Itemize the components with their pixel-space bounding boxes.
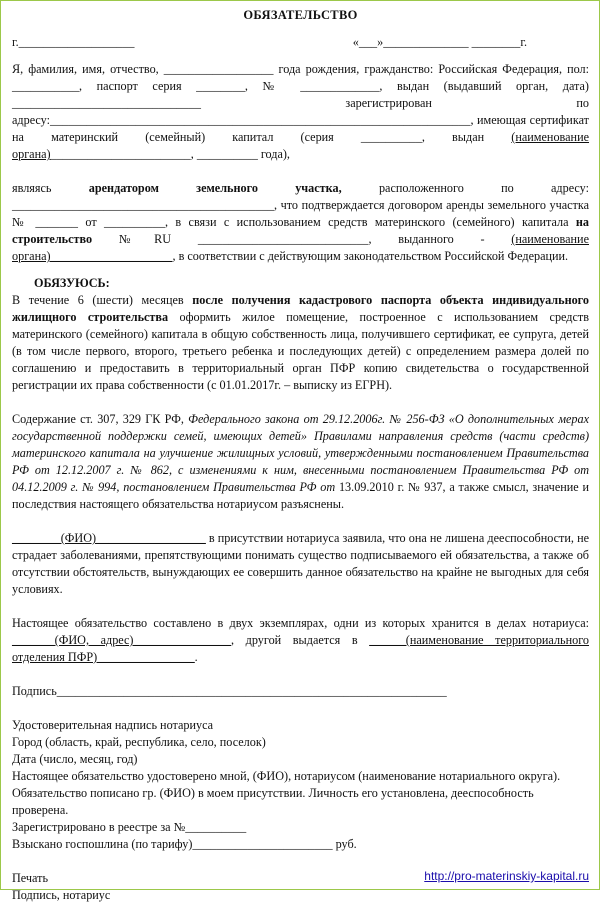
- notary-block: [12, 717, 589, 853]
- stamp-label: Печать: [12, 871, 49, 885]
- obligation-paragraph: ОБЯЗУЮСЬ: В течение 6 (шести) месяцев после получения кадастрового паспорта объекта индивидуального жилищного строительства оформить жилое помещение, построенное с использованием средств материнского (семейного) капитала в общую собственность лица, получившего сертификат, ее супруга, детей (в том числе первого, второго, третьего ребенка и последующих детей) с определением размера долей по соглашению и предоставить в территориальный орган ПФР копию свидетельства о государственной регистрации их права собственности (с 01.01.2017г. – выписку из ЕГРН).: [12, 276, 590, 392]
- pfr-office-placeholder: ______(наименование территориального отделения ПФР)________________: [12, 633, 589, 664]
- identity-paragraph: Я, фамилия, имя, отчество, __________________ года рождения, гражданство: Российская Федерация, пол: ___________, паспорт серия ________, № _____________, выдан (выдавший орган, дата) _______________________________ зарегистрирован по адресу:_____________________________________________________________________, имеющая сертификат на материнский (семейный) капитал (серия __________, выдан (наименование органа)_______________________, __________ года),: [12, 62, 590, 161]
- notary-line: Настоящее обязательство удостоверено мной, (ФИО), нотариусом (наименование нотариального округа).: [12, 769, 561, 783]
- copies-paragraph: Настоящее обязательство составлено в двух экземплярах, одни из которых хранится в делах нотариуса: _______(ФИО, адрес)________________, другой выдается в ______(наименование территориального отделения ПФР)________________.: [12, 616, 589, 664]
- notary-line: Зарегистрировано в реестре за №__________: [12, 820, 247, 834]
- source-link[interactable]: http://pro-materinskiy-kapital.ru: [424, 869, 589, 883]
- date-field: «___»______________ ________г.: [352, 35, 527, 49]
- footer: [424, 868, 589, 885]
- place-date-row: [12, 34, 589, 51]
- tenant-paragraph: являясь арендатором земельного участка, расположенного по адресу: ___________________________________________, что подтверждается договором аренды земельного участка № _______ от __________, в связи с использованием средств материнского (семейного) капитала на строительство №RU ____________________________, выданного - (наименование органа)____________________, в соответствии с действующим законодательством Российской Федерации.: [12, 181, 589, 263]
- fio-address-placeholder: _______(ФИО, адрес)________________: [12, 633, 231, 647]
- notary-line: Удостоверительная надпись нотариуса: [12, 718, 214, 732]
- notary-line: Взыскано госпошлина (по тарифу)_______________________ руб.: [12, 837, 357, 851]
- document-title: ОБЯЗАТЕЛЬСТВО: [243, 8, 358, 22]
- authority-placeholder: (наименование органа)____________________: [12, 232, 589, 263]
- notary-line: Дата (число, месяц, год): [12, 752, 138, 766]
- capacity-paragraph: ________(ФИО)__________________ в присутствии нотариуса заявила, что она не лишена дееспособности, не страдает заболеваниями, препятствующими понимать существо подписываемого ей обязательства, а также об отсутствии обстоятельств, вынуждающих ее совершить данное обязательство на крайне не выгодных для себя условиях.: [12, 531, 589, 596]
- signature-line: Подпись________________________________________________________________: [12, 684, 447, 698]
- city-field: г.___________________: [12, 35, 135, 49]
- legal-basis-paragraph: Содержание ст. 307, 329 ГК РФ, Федерального закона от 29.12.2006г. № 256-ФЗ «О дополнительных мерах государственной поддержки семей, имеющих детей» Правилами направления средств (части средств) материнского капитала на улучшение жилищных условий, утвержденными постановлением Правительства РФ от 12.12.2007 г. № 862, с изменениями к ним, внесенными постановлением Правительства РФ от 04.12.2009 г. № 994, постановлением Правительства РФ от 13.09.2010 г. № 937, а также смысл, значение и последствия настоящего обязательства нотариусом разъяснены.: [12, 412, 590, 511]
- notary-line: Обязательство пописано гр. (ФИО) в моем присутствии. Личность его установлена, дееспособность проверена.: [12, 786, 534, 817]
- obligation-heading: ОБЯЗУЮСЬ:: [34, 276, 110, 290]
- notary-line: Город (область, край, республика, село, поселок): [12, 735, 266, 749]
- fio-placeholder: ________(ФИО)__________________: [12, 531, 206, 545]
- issuing-authority-placeholder: (наименование органа): [12, 130, 590, 161]
- notary-signature-label: Подпись, нотариус: [12, 888, 111, 902]
